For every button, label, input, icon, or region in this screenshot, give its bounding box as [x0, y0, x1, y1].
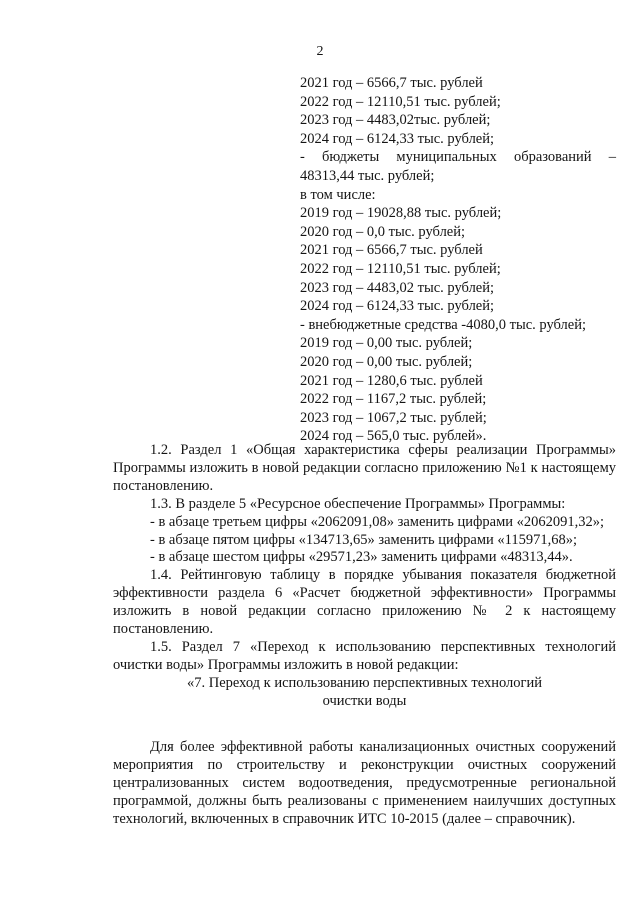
- funding-line: 2024 год – 6124,33 тыс. рублей;: [300, 298, 495, 315]
- funding-line: 2021 год – 6566,7 тыс. рублей: [300, 75, 483, 91]
- section-7-body: [113, 739, 616, 829]
- funding-line: 2023 год – 4483,02тыс. рублей;: [300, 112, 491, 129]
- paragraph-1-3: 1.3. В разделе 5 «Ресурсное обеспечение Программы» Программы:: [150, 495, 566, 512]
- amendments-section: [113, 442, 616, 711]
- funding-line: 2024 год – 6124,33 тыс. рублей;: [300, 130, 495, 147]
- page-number: 2: [316, 44, 324, 59]
- funding-line: 2020 год – 0,00 тыс. рублей;: [300, 353, 473, 370]
- funding-line: 2019 год – 19028,88 тыс. рублей;: [300, 205, 502, 222]
- funding-line: - внебюджетные средства -4080,0 тыс. рублей;: [300, 316, 586, 333]
- funding-line: - бюджеты муниципальных образований –: [300, 149, 616, 166]
- paragraph-1-3-item-a: - в абзаце третьем цифры «2062091,08» заменить цифрами «2062091,32»;: [150, 513, 605, 530]
- funding-list: [300, 74, 616, 446]
- funding-line: 2019 год – 0,00 тыс. рублей;: [300, 335, 473, 352]
- paragraph-1-3-item-b: - в абзаце пятом цифры «134713,65» заменить цифрами «115971,68»;: [150, 531, 577, 548]
- funding-line: 48313,44 тыс. рублей;: [300, 167, 435, 184]
- funding-line: 2021 год – 1280,6 тыс. рублей: [300, 372, 483, 389]
- paragraph-1-2: 1.2. Раздел 1 «Общая характеристика сферы реализации Программы» Программы изложить в новой редакции согласно приложению №1 к настоящему постановлению.: [113, 442, 616, 494]
- funding-line: 2022 год – 12110,51 тыс. рублей;: [300, 260, 501, 277]
- funding-line: 2023 год – 4483,02 тыс. рублей;: [300, 279, 495, 296]
- intro-paragraph: Для более эффективной работы канализационных очистных сооружений мероприятия по строительству и реконструкции очистных сооружений централизованных систем водоотведения, предусмотренные региональной программой, должны быть реализованы с применением наилучших доступных технологий, включенных в справочник ИТС 10-2015 (далее – справочник).: [113, 739, 616, 827]
- funding-line: 2023 год – 1067,2 тыс. рублей;: [300, 409, 487, 426]
- funding-line: 2022 год – 12110,51 тыс. рублей;: [300, 93, 501, 110]
- funding-line: 2022 год – 1167,2 тыс. рублей;: [300, 391, 487, 408]
- paragraph-1-5: 1.5. Раздел 7 «Переход к использованию перспективных технологий очистки воды» Программы изложить в новой редакции:: [113, 638, 616, 673]
- funding-line: 2020 год – 0,0 тыс. рублей;: [300, 223, 466, 240]
- paragraph-1-3-item-c: - в абзаце шестом цифры «29571,23» заменить цифрами «48313,44».: [150, 549, 573, 566]
- section-title-line1: «7. Переход к использованию перспективных технологий: [186, 674, 543, 691]
- funding-line: 2021 год – 6566,7 тыс. рублей: [300, 242, 483, 259]
- paragraph-1-4: 1.4. Рейтинговую таблицу в порядке убывания показателя бюджетной эффективности раздела 6 «Расчет бюджетной эффективности» Программы изложить в новой редакции согласно приложению № 2 к настоящему постановлению.: [113, 567, 616, 638]
- section-title-line2: очистки воды: [322, 692, 407, 709]
- funding-line: 2024 год – 565,0 тыс. рублей».: [300, 428, 487, 445]
- funding-line: в том числе:: [300, 186, 376, 203]
